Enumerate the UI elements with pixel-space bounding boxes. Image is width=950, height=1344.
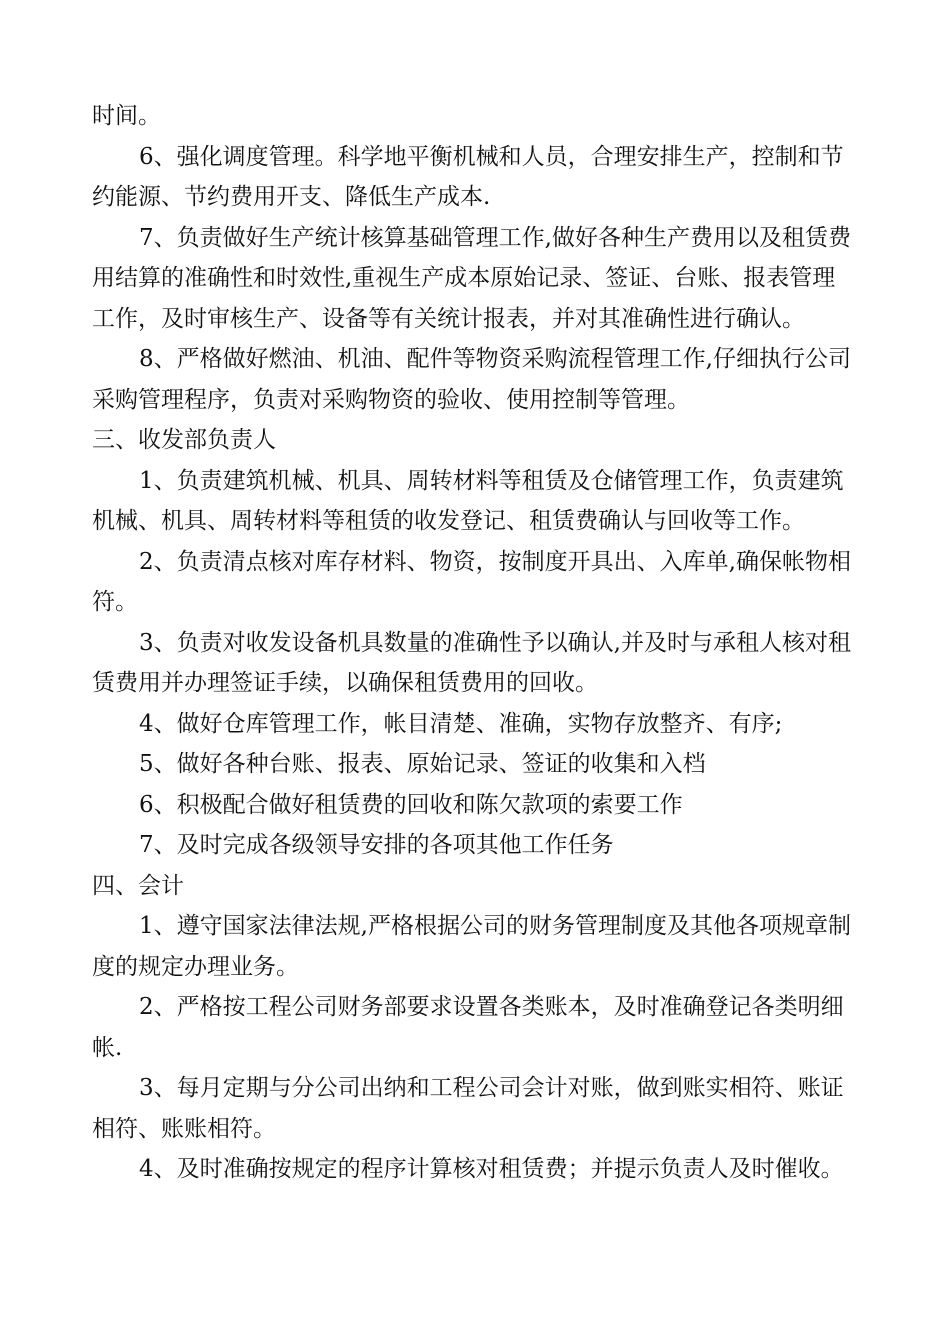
paragraph-item-6-scheduling: 6、强化调度管理。科学地平衡机械和人员，合理安排生产，控制和节约能源、节约费用开支、降低生产成本. — [92, 143, 844, 210]
paragraph-item-3-verification: 3、负责对收发设备机具数量的准确性予以确认,并及时与承租人核对租赁费用并办理签证手续，以确保租赁费用的回收。 — [92, 629, 851, 696]
paragraph-item-7-other-tasks: 7、及时完成各级领导安排的各项其他工作任务 — [139, 832, 614, 858]
section-heading-accounting: 四、会计 — [92, 872, 184, 899]
paragraph-item-8-procurement: 8、严格做好燃油、机油、配件等物资采购流程管理工作,仔细执行公司采购管理程序，负责对采购物资的验收、使用控制等管理。 — [92, 346, 851, 413]
paragraph-continuation: 时间。 — [92, 103, 161, 129]
paragraph-item-2-inventory: 2、负责清点核对库存材料、物资，按制度开具出、入库单,确保帐物相符。 — [92, 548, 851, 615]
paragraph-item-3-reconciliation: 3、每月定期与分公司出纳和工程公司会计对账，做到账实相符、账证相符、账账相符。 — [92, 1075, 844, 1142]
paragraph-item-6-collection: 6、积极配合做好租赁费的回收和陈欠款项的索要工作 — [139, 791, 683, 818]
paragraph-item-7-statistics: 7、负责做好生产统计核算基础管理工作,做好各种生产费用以及租赁费用结算的准确性和时效性,重视生产成本原始记录、签证、台账、报表管理工作，及时审核生产、设备等有关统计报表，并对其准确性进行确认。 — [92, 224, 851, 332]
document-body — [92, 96, 858, 1190]
paragraph-item-4-rent-calculation: 4、及时准确按规定的程序计算核对租赁费；并提示负责人及时催收。 — [139, 1156, 844, 1182]
section-heading-receiving-dispatch: 三、收发部负责人 — [92, 427, 276, 453]
paragraph-item-1-compliance: 1、遵守国家法律法规,严格根据公司的财务管理制度及其他各项规章制度的规定办理业务。 — [92, 913, 851, 980]
paragraph-item-1-leasing: 1、负责建筑机械、机具、周转材料等租赁及仓储管理工作，负责建筑机械、机具、周转材料等租赁的收发登记、租赁费确认与回收等工作。 — [92, 467, 844, 534]
paragraph-item-4-warehouse: 4、做好仓库管理工作，帐目清楚、准确，实物存放整齐、有序; — [139, 710, 783, 737]
paragraph-item-5-records: 5、做好各种台账、报表、原始记录、签证的收集和入档 — [139, 751, 706, 777]
paragraph-item-2-ledgers: 2、严格按工程公司财务部要求设置各类账本，及时准确登记各类明细帐. — [92, 994, 844, 1061]
